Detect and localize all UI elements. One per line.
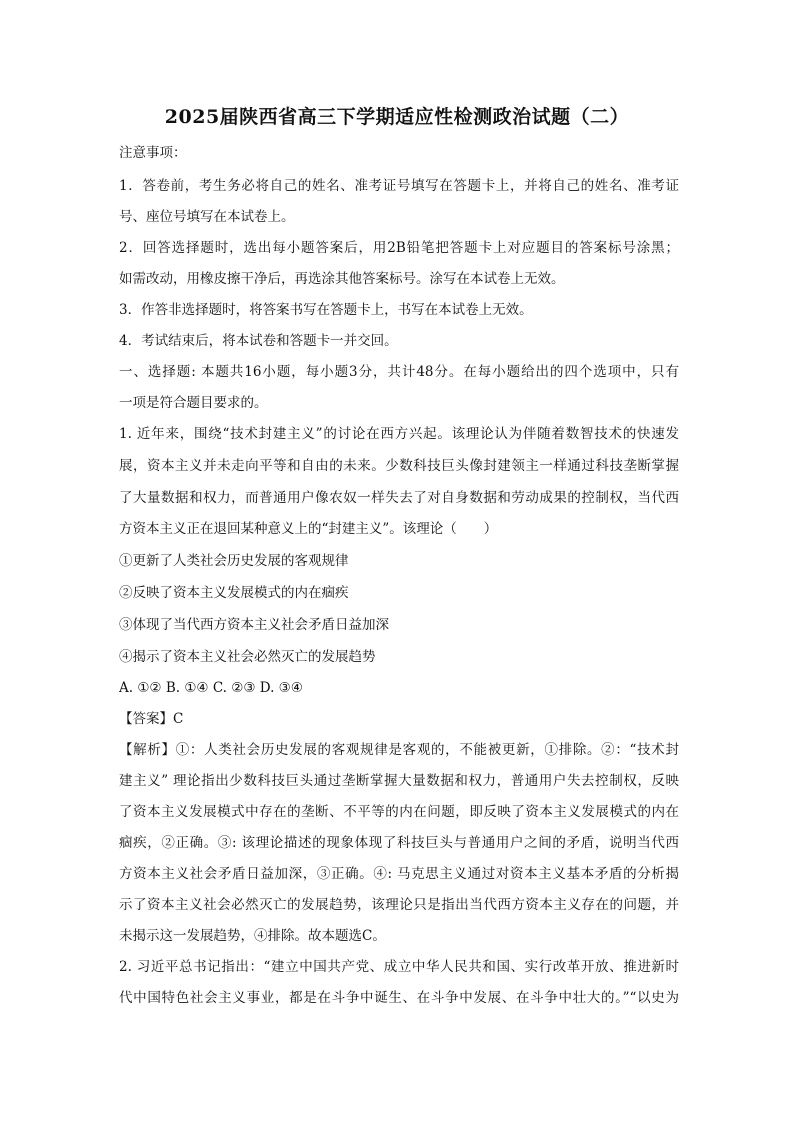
question-1-option-2: ②反映了资本主义发展模式的内在痼疾 (119, 585, 349, 601)
notice-heading: 注意事项： (119, 145, 187, 161)
notice-item-4: 4．考试结束后，将本试卷和答题卡一并交回。 (119, 333, 398, 349)
question-1-analysis-line-2: 建主义” 理论指出少数科技巨头通过垄断掌握大量数据和权力，普通用户失去控制权，反映 (119, 773, 679, 789)
question-2-stem-line-2: 代中国特色社会主义事业，都是在斗争中诞生、在斗争中发展、在斗争中壮大的。”“以史为 (119, 990, 679, 1006)
document-title: 2025届陕西省高三下学期适应性检测政治试题（二） (164, 106, 630, 128)
notice-item-1-line-1: 1．答卷前，考生务必将自己的姓名、准考证号填写在答题卡上，并将自己的姓名、准考证 (119, 178, 679, 194)
question-1-analysis-line-4: 痼疾，②正确。③: 该理论描述的现象体现了科技巨头与普通用户之间的矛盾，说明当代西 (119, 835, 679, 851)
question-1-choices: A. ①② B. ①④ C. ②③ D. ③④ (119, 680, 303, 696)
question-1-stem-line-4: 方资本主义正在退回某种意义上的“封建主义”。该理论（ ） (119, 521, 498, 537)
notice-item-3: 3．作答非选择题时，将答案书写在答题卡上，书写在本试卷上无效。 (119, 302, 533, 318)
question-1-stem-line-3: 了大量数据和权力，而普通用户像农奴一样失去了对自身数据和劳动成果的控制权，当代西 (119, 490, 679, 506)
question-1-option-1: ①更新了人类社会历史发展的客观规律 (119, 553, 349, 569)
question-1-answer: 【答案】C (119, 711, 184, 727)
notice-item-1-line-2: 号、座位号填写在本试卷上。 (119, 209, 295, 225)
question-1-analysis-line-7: 未揭示这一发展趋势，④排除。故本题选C。 (119, 928, 386, 944)
question-1-stem-line-1: 1. 近年来，围绕“技术封建主义”的讨论在西方兴起。该理论认为伴随着数智技术的快速发 (119, 426, 679, 442)
question-1-option-4: ④揭示了资本主义社会必然灭亡的发展趋势 (119, 649, 376, 665)
question-1-analysis-line-5: 方资本主义社会矛盾日益加深，③正确。④: 马克思主义通过对资本主义基本矛盾的分析揭 (119, 866, 679, 882)
question-1-analysis-line-3: 了资本主义发展模式中存在的垄断、不平等的内在问题，即反映了资本主义发展模式的内在 (119, 804, 679, 820)
question-1-analysis-line-1: 【解析】①：人类社会历史发展的客观规律是客观的，不能被更新，①排除。②：“技术封 (119, 742, 679, 758)
question-1-option-3: ③体现了当代西方资本主义社会矛盾日益加深 (119, 617, 389, 633)
question-2-stem-line-1: 2. 习近平总书记指出：“建立中国共产党、成立中华人民共和国、实行改革开放、推进新时 (119, 959, 679, 975)
section-heading-line-1: 一、选择题: 本题共16小题，每小题3分，共计48分。在每小题给出的四个选项中，只有 (119, 364, 679, 380)
notice-item-2-line-1: 2．回答选择题时，选出每小题答案后，用2B铅笔把答题卡上对应题目的答案标号涂黑； (119, 240, 679, 256)
question-1-stem-line-2: 展，资本主义并未走向平等和自由的未来。少数科技巨头像封建领主一样通过科技垄断掌握 (119, 458, 679, 474)
question-1-analysis-line-6: 示了资本主义社会必然灭亡的发展趋势，该理论只是指出当代西方资本主义存在的问题，并 (119, 897, 679, 913)
notice-item-2-line-2: 如需改动，用橡皮擦干净后，再选涂其他答案标号。涂写在本试卷上无效。 (119, 271, 565, 287)
section-heading-line-2: 一项是符合题目要求的。 (119, 395, 268, 411)
